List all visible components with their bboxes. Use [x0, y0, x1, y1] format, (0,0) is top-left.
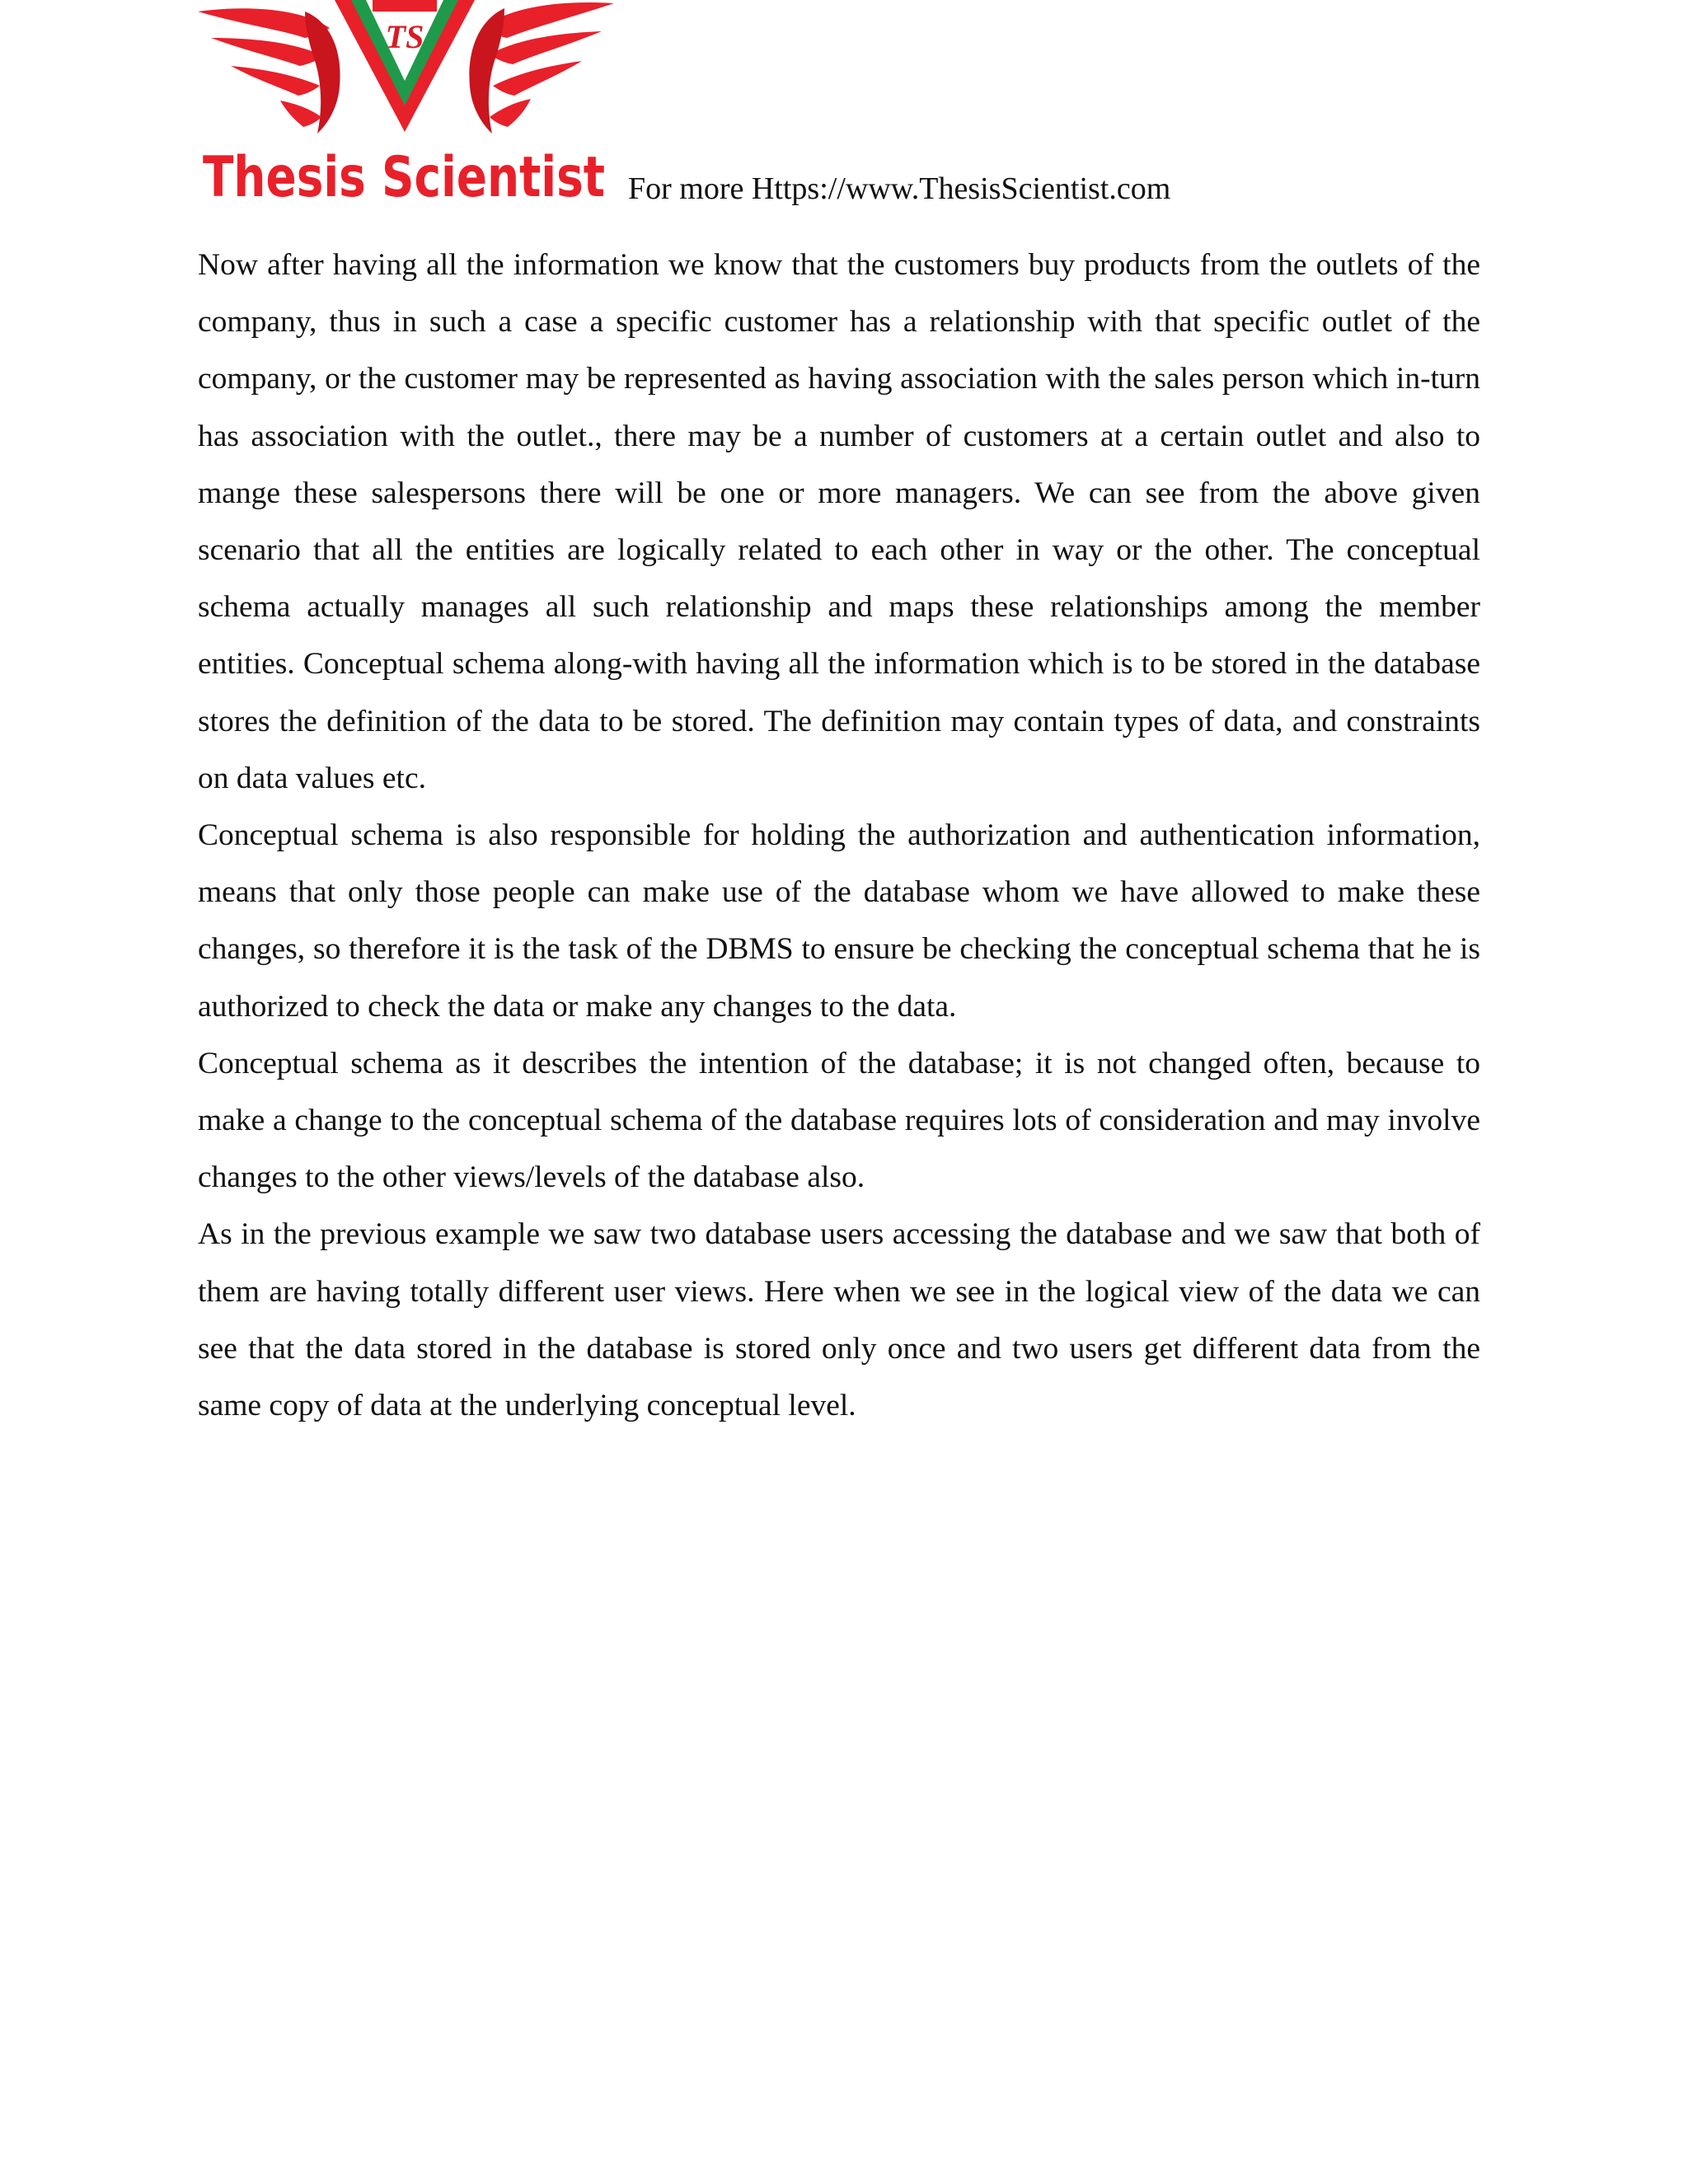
paragraph: Conceptual schema is also responsible for holding the authorization and authentication information, means that only those people can make use of the database whom we have allowed to make these changes, so therefore it is the task of the DBMS to ensure be checking the conceptual schema that he is authorized to check the data or make any changes to the data. — [198, 818, 1480, 1024]
paragraph: Now after having all the information we know that the customers buy products from the outlets of the company, thus in such a case a specific customer has a relationship with that specific outlet of the company, or the customer may be represented as having association with the sales person which in-turn has association with the outlet., there may be a number of customers at a certain outlet and also to mange these salespersons there will be one or more managers. We can see from the above given scenario that all the entities are logically related to each other in way or the other. The conceptual schema actually manages all such relationship and maps these relationships among the member entities. Conceptual schema along-with having all the information which is to be stored in the database stores the definition of the data to be stored. The definition may contain types of data, and constraints on data values etc. — [198, 248, 1480, 795]
paragraph: Conceptual schema as it describes the intention of the database; it is not changed often, because to make a change to the conceptual schema of the database requires lots of consideration and may involve changes to the other views/levels of the database also. — [198, 1046, 1480, 1195]
website-link[interactable]: For more Https://www.ThesisScientist.com — [628, 171, 1171, 206]
page-header — [198, 0, 1484, 214]
document-body — [198, 237, 1480, 1434]
left-wing-icon — [198, 8, 340, 134]
paragraph: As in the previous example we saw two database users accessing the database and we saw that both of them are having totally different user views. Here when we see in the logical view of the data we can see that the data stored in the database is stored only once and two users get different data from the same copy of data at the underlying conceptual level. — [198, 1217, 1480, 1423]
right-wing-icon — [469, 2, 614, 134]
thesis-scientist-logo — [198, 0, 614, 210]
logo-monogram: TS — [385, 18, 424, 55]
logo-wordmark: Thesis Scientist — [203, 145, 605, 210]
